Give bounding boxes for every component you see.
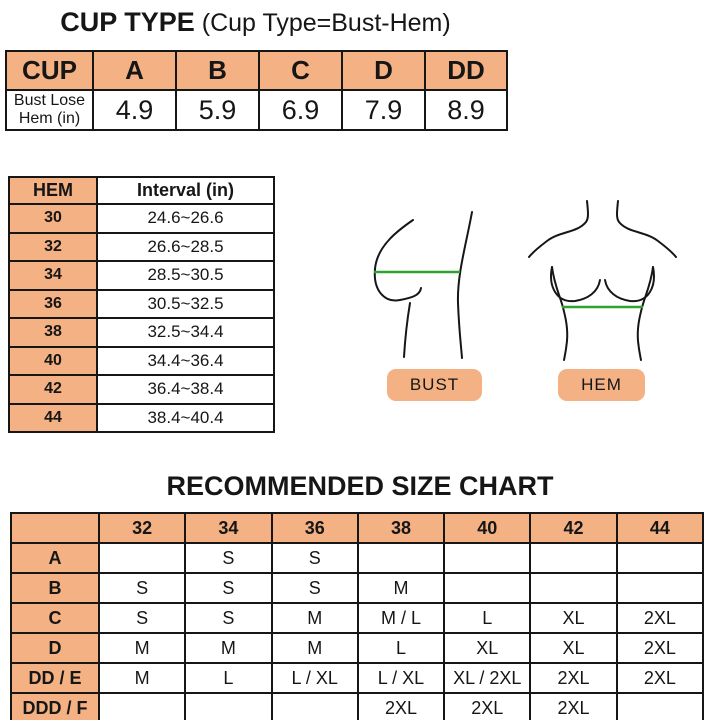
bust-lose-hem-label [6, 90, 93, 130]
table-row [9, 233, 274, 262]
band-42-header: 42 [530, 513, 616, 543]
size-cell: M / L [358, 603, 444, 633]
table-row [9, 347, 274, 376]
size-chart-header-row [11, 513, 703, 543]
table-row [9, 290, 274, 319]
hem-size: 44 [9, 404, 97, 433]
cup-d-value: 7.9 [342, 90, 425, 130]
hem-interval: 36.4~38.4 [97, 375, 274, 404]
right-neck-shoulder-outline [617, 201, 676, 257]
cup-a-value: 4.9 [93, 90, 176, 130]
hem-size: 42 [9, 375, 97, 404]
hem-size: 40 [9, 347, 97, 376]
recommended-size-chart-title: RECOMMENDED SIZE CHART [166, 471, 554, 501]
cup-dd-value: 8.9 [425, 90, 507, 130]
size-cell: S [185, 603, 271, 633]
size-cell: M [358, 573, 444, 603]
size-cell [530, 543, 616, 573]
hem-interval: 30.5~32.5 [97, 290, 274, 319]
size-cell: S [99, 573, 185, 603]
table-row [9, 375, 274, 404]
breast-outline [375, 220, 421, 300]
size-cell: 2XL [530, 663, 616, 693]
torso-front-outline [404, 303, 410, 357]
hem-size: 38 [9, 318, 97, 347]
size-cell: 2XL [358, 693, 444, 720]
size-cell: S [185, 543, 271, 573]
size-cell: S [185, 573, 271, 603]
table-row [11, 573, 703, 603]
size-cell [358, 543, 444, 573]
size-cell: S [272, 573, 358, 603]
table-row [9, 261, 274, 290]
size-cell: S [272, 543, 358, 573]
size-cell: 2XL [444, 693, 530, 720]
size-cell: 2XL [617, 603, 703, 633]
left-waist-outline [552, 267, 567, 360]
size-cell: 2XL [530, 693, 616, 720]
size-cell [99, 693, 185, 720]
cup-b-value: 5.9 [176, 90, 259, 130]
size-cell [185, 693, 271, 720]
size-cell: M [99, 663, 185, 693]
table-row [11, 603, 703, 633]
hem-interval: 26.6~28.5 [97, 233, 274, 262]
cup-type-header-row [6, 51, 507, 90]
band-34-header: 34 [185, 513, 271, 543]
interval-header-cell: Interval (in) [97, 177, 274, 204]
cup-row-label: B [11, 573, 99, 603]
size-cell: 2XL [617, 633, 703, 663]
hem-interval: 38.4~40.4 [97, 404, 274, 433]
size-cell: XL [444, 633, 530, 663]
table-row [11, 663, 703, 693]
size-cell: S [99, 603, 185, 633]
size-cell [272, 693, 358, 720]
band-32-header: 32 [99, 513, 185, 543]
cup-type-title [0, 6, 511, 38]
recommended-size-chart-table [10, 512, 704, 720]
band-38-header: 38 [358, 513, 444, 543]
size-cell [530, 573, 616, 603]
bust-lose-hem-label-line1: Bust Lose [13, 92, 86, 110]
size-cell [617, 693, 703, 720]
size-cell: M [185, 633, 271, 663]
hem-interval-table [8, 176, 275, 433]
cup-header-cell: CUP [6, 51, 93, 90]
size-cell [444, 573, 530, 603]
cup-row-label: DDD / F [11, 693, 99, 720]
size-cell: M [99, 633, 185, 663]
size-cell: XL [530, 633, 616, 663]
size-cell: L [185, 663, 271, 693]
band-44-header: 44 [617, 513, 703, 543]
cup-d-header: D [342, 51, 425, 90]
size-cell: L / XL [358, 663, 444, 693]
hem-interval: 24.6~26.6 [97, 204, 274, 233]
right-waist-outline [638, 267, 653, 360]
size-cell: L [444, 603, 530, 633]
cup-c-value: 6.9 [259, 90, 342, 130]
torso-back-outline [458, 212, 472, 358]
size-cell: M [272, 633, 358, 663]
bust-lose-hem-label-line2: Hem (in) [18, 110, 81, 127]
size-cell [444, 543, 530, 573]
cup-c-header: C [259, 51, 342, 90]
bust-side-diagram [360, 195, 490, 365]
cup-a-header: A [93, 51, 176, 90]
table-row [9, 204, 274, 233]
hem-interval: 28.5~30.5 [97, 261, 274, 290]
left-neck-shoulder-outline [529, 201, 588, 257]
hem-tag-label: HEM [581, 375, 622, 394]
hem-interval: 32.5~34.4 [97, 318, 274, 347]
size-cell: L / XL [272, 663, 358, 693]
size-cell: XL [530, 603, 616, 633]
size-cell [617, 543, 703, 573]
size-cell: 2XL [617, 663, 703, 693]
table-row [9, 404, 274, 433]
cup-type-table [5, 50, 508, 131]
table-row [9, 318, 274, 347]
table-row [11, 633, 703, 663]
hem-header-cell: HEM [9, 177, 97, 204]
cup-row-label: C [11, 603, 99, 633]
band-40-header: 40 [444, 513, 530, 543]
band-36-header: 36 [272, 513, 358, 543]
hem-size: 34 [9, 261, 97, 290]
cup-dd-header: DD [425, 51, 507, 90]
size-cell [99, 543, 185, 573]
table-row [11, 693, 703, 720]
size-cell: M [272, 603, 358, 633]
cup-row-label: A [11, 543, 99, 573]
cup-b-header: B [176, 51, 259, 90]
hem-size: 36 [9, 290, 97, 319]
hem-size: 32 [9, 233, 97, 262]
cup-type-title-formula: (Cup Type=Bust-Hem) [194, 9, 451, 37]
size-cell [617, 573, 703, 603]
size-cell: L [358, 633, 444, 663]
cup-type-value-row [6, 90, 507, 130]
hem-table-header-row [9, 177, 274, 204]
hem-interval: 34.4~36.4 [97, 347, 274, 376]
hem-tag [558, 369, 645, 401]
table-row [11, 543, 703, 573]
bust-tag [387, 369, 482, 401]
cup-row-label: DD / E [11, 663, 99, 693]
bust-tag-label: BUST [409, 375, 460, 394]
size-cell: XL / 2XL [444, 663, 530, 693]
size-chart-corner-cell [11, 513, 99, 543]
hem-size: 30 [9, 204, 97, 233]
hem-front-diagram [520, 193, 685, 368]
cup-row-label: D [11, 633, 99, 663]
cup-type-title-main: CUP TYPE [60, 7, 195, 37]
